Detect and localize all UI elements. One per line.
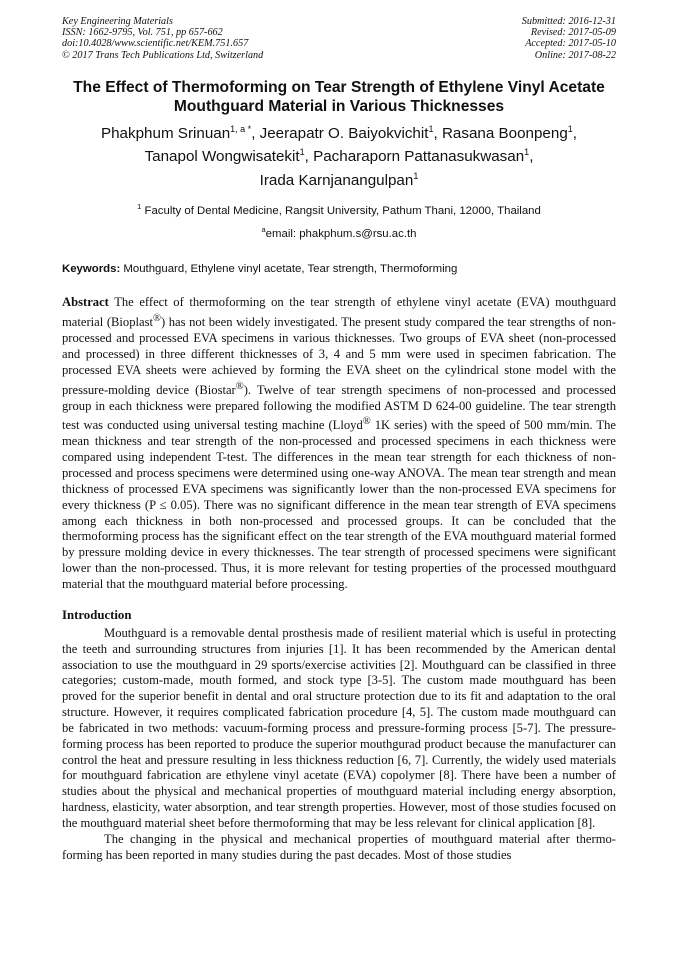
- abstract: [62, 295, 616, 593]
- author-affiliation-mark: 1: [567, 123, 573, 134]
- journal-info: [62, 16, 263, 61]
- revised-date: Revised: 2017-05-09: [530, 27, 616, 39]
- body-paragraph: The changing in the physical and mechanical properties of mouthguard material after thermo-forming has been reported in many studies during the past decades. Most of those studies: [62, 831, 616, 862]
- abstract-text: The effect of thermoforming on the tear strength of ethylene vinyl acetate (EVA) mouthguard material (Bioplast: [62, 295, 616, 330]
- author-affiliation-mark: 1: [413, 170, 419, 181]
- author-separator: ,: [304, 148, 314, 166]
- author-affiliation-mark: 1: [299, 147, 305, 158]
- email-text[interactable]: email: phakphum.s@rsu.ac.th: [265, 228, 417, 241]
- abstract-text: ) has not been widely investigated. The present study compared the tear strengths of non-processed and processed EVA specimens in various thicknesses. Two groups of EVA sheet (non-processed and processed) in three different thicknesses of 3, 4 and 5 mm were used in specimen fabrication. The processed EVA sheets were achieved by forming the EVA sheet on the cylindrical stone model with the pressure-molding device (Biostar: [62, 315, 616, 397]
- author-name: Jeerapatr O. Baiyokvichit: [259, 124, 429, 142]
- author-separator: ,: [529, 148, 534, 166]
- copyright-line: © 2017 Trans Tech Publications Ltd, Switzerland: [62, 49, 264, 61]
- online-date: Online: 2017-08-22: [534, 49, 616, 61]
- registered-mark: ®: [362, 416, 371, 428]
- paper-title: The Effect of Thermoforming on Tear Strength of Ethylene Vinyl Acetate Mouthguard Material in Various Thicknesses: [73, 78, 605, 115]
- author-name: Phakphum Srinuan: [100, 124, 231, 142]
- keywords-label: Keywords:: [62, 263, 121, 276]
- email-mark: a: [261, 225, 266, 235]
- author-name: Pacharaporn Pattanasukwasan: [313, 148, 525, 166]
- author-name: Tanapol Wongwisatekit: [144, 148, 300, 166]
- author-separator: ,: [572, 124, 578, 142]
- corresponding-email: [62, 223, 616, 241]
- author-separator: ,: [433, 124, 442, 142]
- doi-line[interactable]: doi:10.4028/www.scientific.net/KEM.751.657: [62, 38, 249, 50]
- body-paragraph: Mouthguard is a removable dental prosthesis made of resilient material which is useful in protecting the teeth and surrounding structures from injuries [1]. It has been recommended by the American dental association to use the mouthguard in 29 sports/exercise activities [2]. Mouthguard can be classified in three categories; custom-made, mouth formed, and stock type [3-5]. The custom made mouthguard has been proved for the superior benefit in dental and oral structure protection due to its fit and adaptation to the oral structure. However, it requires complicated fabrication procedure [4, 5]. The custom made mouthguard can be fabricated in two methods: vacuum-forming process and pressure-forming process [5-7]. The pressure-forming process has been reported to produce the superior mouthgurad product because the manufacturer can control the heat and pressure resulting in less thickness reduction [6, 7]. Currently, the widely used materials for mouthguard fabrication are ethylene vinyl acetate (EVA) copolymer [8]. There have been a number of studies about the physical and mechanical properties of mouthguard material including energy absorption, hardness, elasticity, water absorption, and tear strength properties. However, most of those studies focused on the mouthguard material sheet before thermoforming that may be less relevant for clinical application [8].: [62, 625, 616, 830]
- journal-header: [62, 16, 616, 61]
- keywords: [62, 262, 616, 276]
- publication-dates: [522, 16, 616, 61]
- affiliation-mark: 1: [137, 201, 142, 211]
- section-heading-introduction: Introduction: [62, 607, 132, 622]
- registered-mark: ®: [153, 312, 161, 324]
- abstract-label: Abstract: [62, 295, 109, 310]
- accepted-date: Accepted: 2017-05-10: [525, 38, 616, 50]
- author-affiliation-mark: 1, a *: [230, 123, 252, 134]
- keywords-text: Mouthguard, Ethylene vinyl acetate, Tear strength, Thermoforming: [120, 263, 458, 276]
- author-name: Rasana Boonpeng: [441, 124, 568, 142]
- author-name: Irada Karnjanangulpan: [259, 172, 414, 189]
- submitted-date: Submitted: 2016-12-31: [521, 16, 616, 27]
- affiliation-text: Faculty of Dental Medicine, Rangsit University, Pathum Thani, 12000, Thailand: [141, 204, 541, 217]
- author-list: [62, 120, 616, 191]
- abstract-text: 1K series) with the speed of 500 mm/min. The mean thickness and tear strength of the non-processed and processed specimens in each thickness were compared using independent T-test. The differences in the mean tear strength for each thickness of non-processed and process specimens were determined using one-way ANOVA. The mean tear strength and mean thickness of processed EVA specimens was significantly lower than the non-processed EVA specimens for every thickness (P ≤ 0.05). There was no significant difference in the mean tear strength of EVA specimens among each thickness in both non-processed and processed groups. It can be concluded that the thermoforming process has the significant effect on the tear strength of the EVA mouthguard material formed by pressure molding device in every thicknesses. The tear strength of processed specimens were significant lower than the non-processed. Thus, it is more relevant for testing properties of the processed mouthguard material that the mouthguard material before processing.: [62, 418, 617, 591]
- author-separator: ,: [251, 124, 260, 142]
- journal-name: Key Engineering Materials: [62, 16, 173, 27]
- registered-mark: ®: [235, 380, 244, 392]
- paper-page: [62, 16, 616, 864]
- affiliation: [62, 200, 616, 218]
- author-affiliation-mark: 1: [428, 123, 434, 134]
- abstract-text: ). Twelve of tear strength specimens of non-processed and processed group in each thickness were prepared following the modified ASTM D 624-00 guideline. The tear strength test was conducted using universal testing machine (Lloyd: [62, 382, 616, 433]
- author-affiliation-mark: 1: [524, 147, 530, 158]
- issn-line: ISSN: 1662-9795, Vol. 751, pp 657-662: [62, 27, 223, 39]
